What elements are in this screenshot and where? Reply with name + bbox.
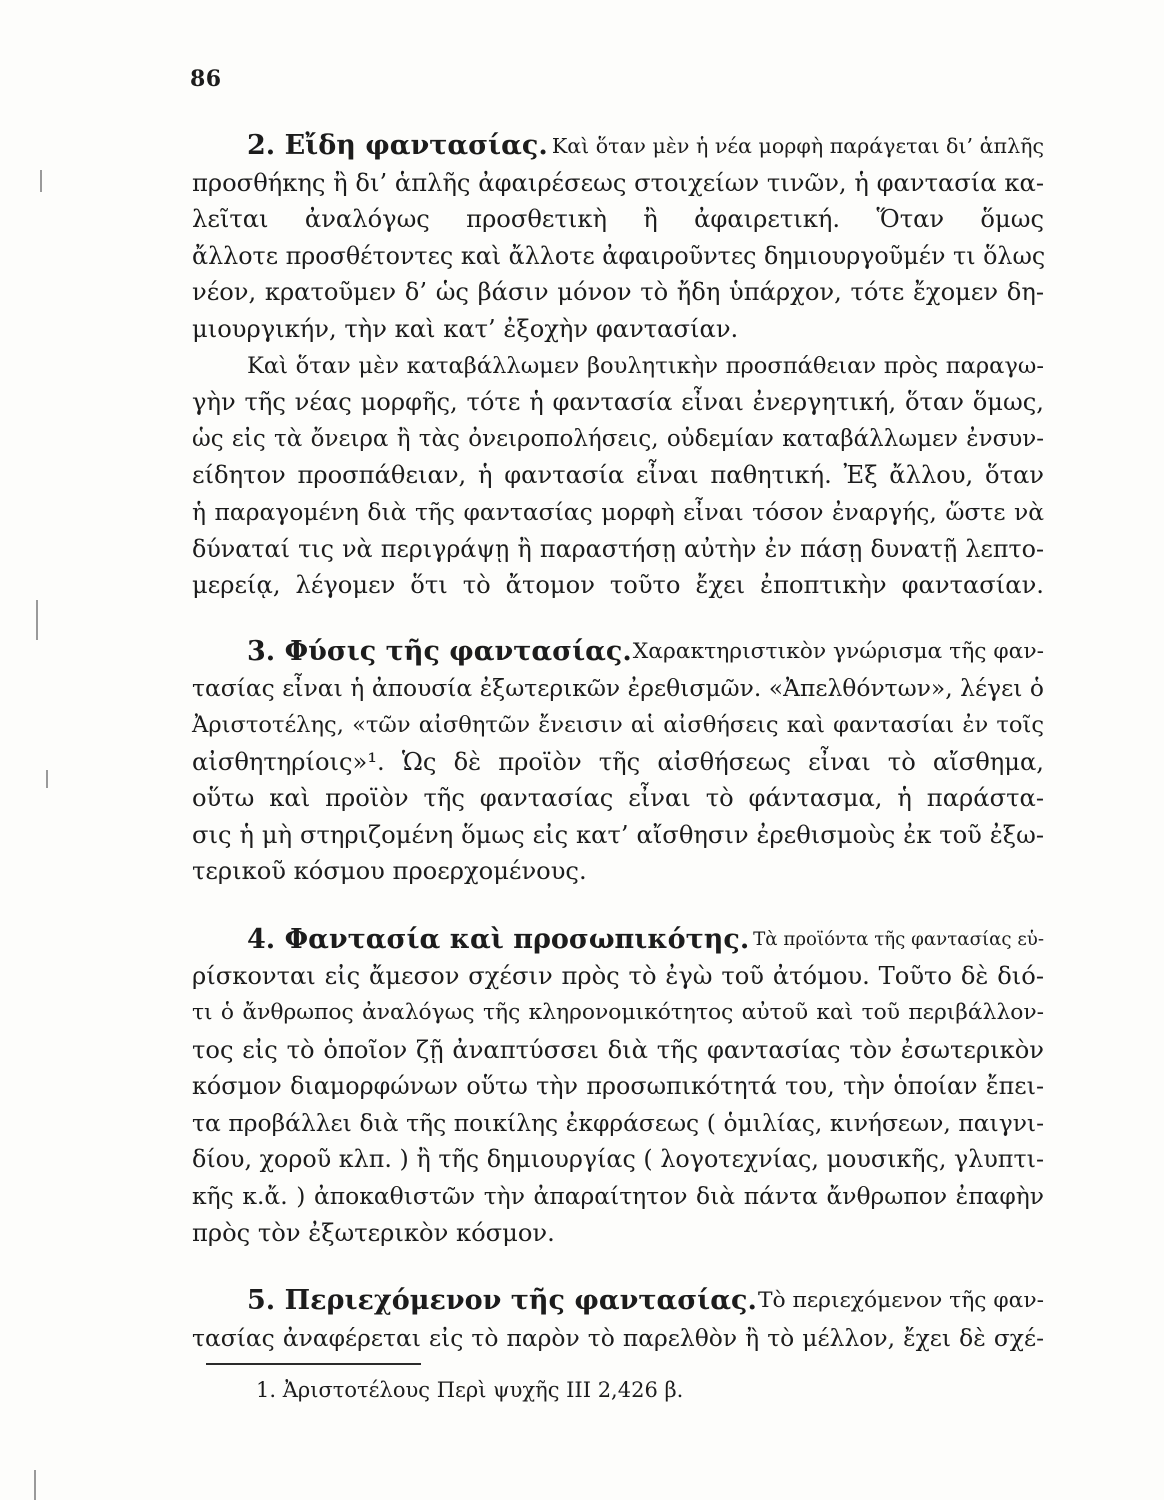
- text-line: [192, 744, 1044, 781]
- text-line: [192, 1215, 1044, 1252]
- section-5: [192, 1283, 1044, 1356]
- text-line: [192, 567, 1044, 604]
- section-title: 4. Φαντασία καὶ προσωπικότης.: [247, 923, 750, 955]
- line-text: μερείᾳ, λέγομεν ὅτι τὸ ἄτομον τοῦτο ἔχει ἐποπτικὴν φαντασίαν.: [192, 571, 1044, 600]
- line-text: Χαρακτηριστικὸν γνώρισμα τῆς φαν-: [632, 638, 1044, 664]
- line-text: λεῖται ἀναλόγως προσθετικὴ ἢ ἀφαιρετική. Ὅταν ὅμως: [192, 205, 1044, 234]
- text-line: [192, 780, 1044, 817]
- line-text: σις ἡ μὴ στηριζομένη ὅμως εἰς κατ’ αἴσθησιν ἐρεθισμοὺς ἐκ τοῦ ἐξω-: [192, 820, 1044, 849]
- section-2: [192, 128, 1044, 604]
- text-line: [192, 421, 1044, 458]
- line-text: είδητον προσπάθειαν, ἡ φαντασία εἶναι παθητική. Ἐξ ἄλλου, ὅταν: [192, 461, 1044, 490]
- section-4: [192, 922, 1044, 1251]
- text-line: [192, 274, 1044, 311]
- line-text: Τὸ περιεχόμενον τῆς φαν-: [757, 1288, 1044, 1314]
- line-text: Ἀριστοτέλης, «τῶν αἰσθητῶν ἔνεισιν αἱ αἰσθήσεις καὶ φαντασίαι ἐν τοῖς: [192, 711, 1044, 738]
- line-text: τερικοῦ κόσμου προερχομένους.: [192, 857, 587, 886]
- line-text: δίου, χοροῦ κλπ. ) ἢ τῆς δημιουργίας ( λογοτεχνίας, μουσικῆς, γλυπτι-: [192, 1145, 1044, 1174]
- text-line: [192, 1141, 1044, 1178]
- text-line: [192, 238, 1044, 275]
- line-text: προσθήκης ἢ δι’ ἁπλῆς ἀφαιρέσεως στοιχείων τινῶν, ἡ φαντασία κα-: [192, 168, 1044, 197]
- line-text: δύναταί τις νὰ περιγράψῃ ἢ παραστήσῃ αὐτὴν ἐν πάσῃ δυνατῇ λεπτο-: [192, 534, 1044, 563]
- line-text: ἡ παραγομένη διὰ τῆς φαντασίας μορφὴ εἶναι τόσον ἐναργής, ὥστε νὰ: [192, 497, 1044, 526]
- text-line: [192, 995, 1044, 1032]
- text-line: [192, 128, 1044, 165]
- section-3: [192, 634, 1044, 890]
- line-text: ρίσκονται εἰς ἄμεσον σχέσιν πρὸς τὸ ἐγὼ τοῦ ἀτόμου. Τοῦτο δὲ διό-: [192, 962, 1044, 991]
- line-text: τι ὁ ἄνθρωπος ἀναλόγως τῆς κληρονομικότητος αὐτοῦ καὶ τοῦ περιβάλλον-: [192, 1000, 1044, 1026]
- text-line: [192, 348, 1044, 385]
- text-line: [192, 853, 1044, 890]
- section-title: 3. Φύσις τῆς φαντασίας.: [247, 635, 632, 667]
- scan-margin-mark: [34, 1470, 36, 1500]
- line-text: νέον, κρατοῦμεν δ’ ὡς βάσιν μόνον τὸ ἤδη ὑπάρχον, τότε ἔχομεν δη-: [192, 278, 1044, 307]
- text-line: [192, 1032, 1044, 1069]
- text-line: [192, 165, 1044, 202]
- line-text: τα προβάλλει διὰ τῆς ποικίλης ἐκφράσεως ( ὁμιλίας, κινήσεων, παιγνι-: [192, 1108, 1044, 1137]
- text-line: [192, 707, 1044, 744]
- line-text: πρὸς τὸν ἐξωτερικὸν κόσμον.: [192, 1218, 555, 1247]
- page-number: 86: [190, 66, 222, 92]
- line-text: τασίας ἀναφέρεται εἰς τὸ παρὸν τὸ παρελθὸν ἢ τὸ μέλλον, ἔχει δὲ σχέ-: [192, 1323, 1044, 1352]
- text-line: [192, 384, 1044, 421]
- line-text: γὴν τῆς νέας μορφῆς, τότε ἡ φαντασία εἶναι ἐνεργητική, ὅταν ὅμως,: [192, 388, 1044, 417]
- section-title: 2. Εἴδη φαντασίας.: [247, 130, 548, 161]
- scan-margin-mark: [36, 600, 38, 640]
- section-title: 5. Περιεχόμενον τῆς φαντασίας.: [247, 1285, 757, 1317]
- text-line: [192, 634, 1044, 671]
- text-line: [192, 958, 1044, 995]
- line-text: κῆς κ.ἄ. ) ἀποκαθιστῶν τὴν ἀπαραίτητον διὰ πάντα ἄνθρωπον ἐπαφὴν: [192, 1182, 1044, 1211]
- scan-margin-mark: [40, 170, 42, 192]
- line-text: ὡς εἰς τὰ ὄνειρα ἢ τὰς ὀνειροπολήσεις, οὐδεμίαν καταβάλλωμεν ἐνσυν-: [192, 425, 1044, 452]
- line-text: Καὶ ὅταν μὲν ἡ νέα μορφὴ παράγεται δι’ ἁπλῆς: [551, 134, 1044, 158]
- text-line: [192, 1178, 1044, 1215]
- text-line: [192, 531, 1044, 568]
- line-text: αἰσθητηρίοις»¹. Ὡς δὲ προϊὸν τῆς αἰσθήσεως εἶναι τὸ αἴσθημα,: [192, 747, 1044, 776]
- line-text: Καὶ ὅταν μὲν καταβάλλωμεν βουλητικὴν προσπάθειαν πρὸς παραγω-: [247, 352, 1044, 379]
- line-text: οὕτω καὶ προϊὸν τῆς φαντασίας εἶναι τὸ φάντασμα, ἡ παράστα-: [192, 784, 1044, 813]
- text-line: [192, 1283, 1044, 1320]
- line-text: μιουργικήν, τὴν καὶ κατ’ ἐξοχὴν φαντασίαν.: [192, 314, 739, 343]
- text-line: [192, 817, 1044, 854]
- line-text: ἄλλοτε προσθέτοντες καὶ ἄλλοτε ἀφαιροῦντες δημιουργοῦμέν τι ὅλως: [192, 241, 1046, 270]
- line-text: κόσμον διαμορφώνων οὕτω τὴν προσωπικότητά του, τὴν ὁποίαν ἔπει-: [192, 1072, 1044, 1101]
- text-line: [192, 494, 1044, 531]
- footnote-rule: [206, 1363, 421, 1365]
- footnote: 1. Ἀριστοτέλους Περὶ ψυχῆς ΙΙΙ 2,426 β.: [256, 1378, 684, 1402]
- scan-margin-mark: [46, 770, 48, 788]
- text-line: [192, 670, 1044, 707]
- text-line: [192, 457, 1044, 494]
- text-line: [192, 1068, 1044, 1105]
- text-line: [192, 311, 1044, 348]
- text-line: [192, 201, 1044, 238]
- line-text: Τὰ προϊόντα τῆς φαντασίας εὑ-: [753, 928, 1044, 950]
- text-line: [192, 1320, 1044, 1357]
- line-text: τασίας εἶναι ἡ ἀπουσία ἐξωτερικῶν ἐρεθισμῶν. «Ἀπελθόντων», λέγει ὁ: [192, 674, 1044, 703]
- text-line: [192, 922, 1044, 959]
- line-text: τος εἰς τὸ ὁποῖον ζῇ ἀναπτύσσει διὰ τῆς φαντασίας τὸν ἐσωτερικὸν: [192, 1035, 1044, 1064]
- text-line: [192, 1105, 1044, 1142]
- main-text: [192, 128, 1044, 1356]
